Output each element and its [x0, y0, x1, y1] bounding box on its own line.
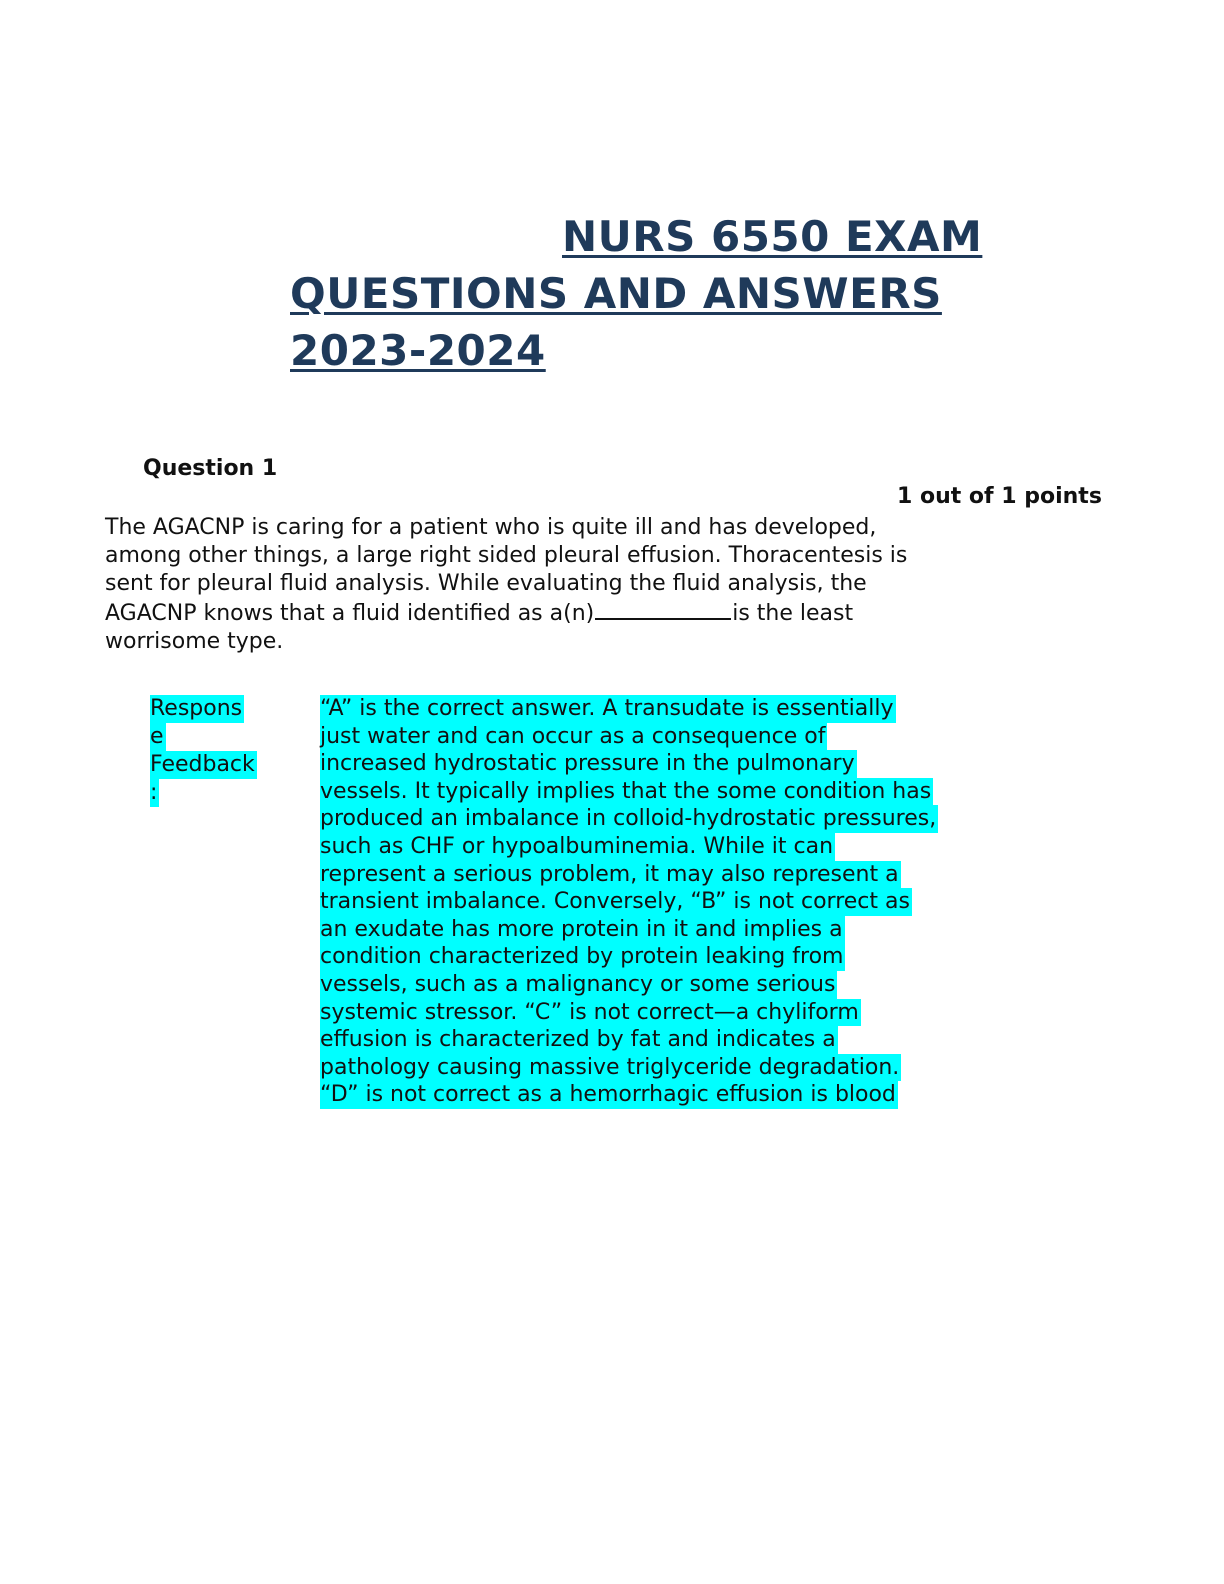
- question-line-5: worrisome type.: [105, 629, 284, 654]
- feedback-line-8: transient imbalance. Conversely, “B” is not correct as: [320, 889, 910, 915]
- question-points: 1 out of 1 points: [897, 484, 1102, 509]
- title-line-1: NURS 6550 EXAM: [562, 212, 983, 261]
- feedback-line-3: increased hydrostatic pressure in the pulmonary: [320, 751, 855, 777]
- response-label-line-1: Respons: [150, 696, 243, 721]
- document-title: [290, 208, 1050, 379]
- question-label: Question 1: [143, 456, 278, 481]
- feedback-line-14: pathology causing massive triglyceride degradation.: [320, 1054, 900, 1080]
- feedback-line-12: systemic stressor. “C” is not correct—a chyliform: [320, 999, 859, 1025]
- answer-blank: [595, 598, 731, 620]
- title-line-3: 2023-2024: [290, 326, 546, 375]
- feedback-line-13: effusion is characterized by fat and indicates a: [320, 1027, 836, 1053]
- question-line-4-start: AGACNP knows that a fluid identified as a(n): [105, 601, 595, 626]
- feedback-line-5: produced an imbalance in colloid-hydrostatic pressures,: [320, 806, 937, 832]
- feedback-line-9: an exudate has more protein in it and implies a: [320, 916, 843, 942]
- title-line-2: QUESTIONS AND ANSWERS: [290, 269, 942, 318]
- response-feedback-text: [320, 695, 1000, 1109]
- feedback-line-10: condition characterized by protein leaking from: [320, 944, 844, 970]
- question-line-1: The AGACNP is caring for a patient who is quite ill and has developed,: [105, 515, 877, 540]
- response-feedback-label: [150, 695, 257, 807]
- feedback-line-6: such as CHF or hypoalbuminemia. While it can: [320, 833, 834, 859]
- question-line-4-end: is the least: [732, 601, 854, 626]
- question-line-2: among other things, a large right sided pleural effusion. Thoracentesis is: [105, 543, 908, 568]
- response-label-line-2: e: [150, 724, 164, 749]
- feedback-line-4: vessels. It typically implies that the some condition has: [320, 778, 932, 804]
- response-label-line-3: Feedback: [150, 752, 255, 777]
- question-text: [105, 514, 985, 656]
- question-line-4: [105, 598, 985, 628]
- feedback-line-11: vessels, such as a malignancy or some serious: [320, 971, 836, 997]
- response-label-line-4: :: [150, 780, 158, 805]
- feedback-line-7: represent a serious problem, it may also represent a: [320, 861, 899, 887]
- feedback-line-1: “A” is the correct answer. A transudate is essentially: [320, 696, 894, 721]
- question-line-3: sent for pleural fluid analysis. While evaluating the fluid analysis, the: [105, 571, 867, 596]
- feedback-line-2: just water and can occur as a consequence of: [320, 723, 826, 749]
- feedback-line-15: “D” is not correct as a hemorrhagic effusion is blood: [320, 1082, 896, 1108]
